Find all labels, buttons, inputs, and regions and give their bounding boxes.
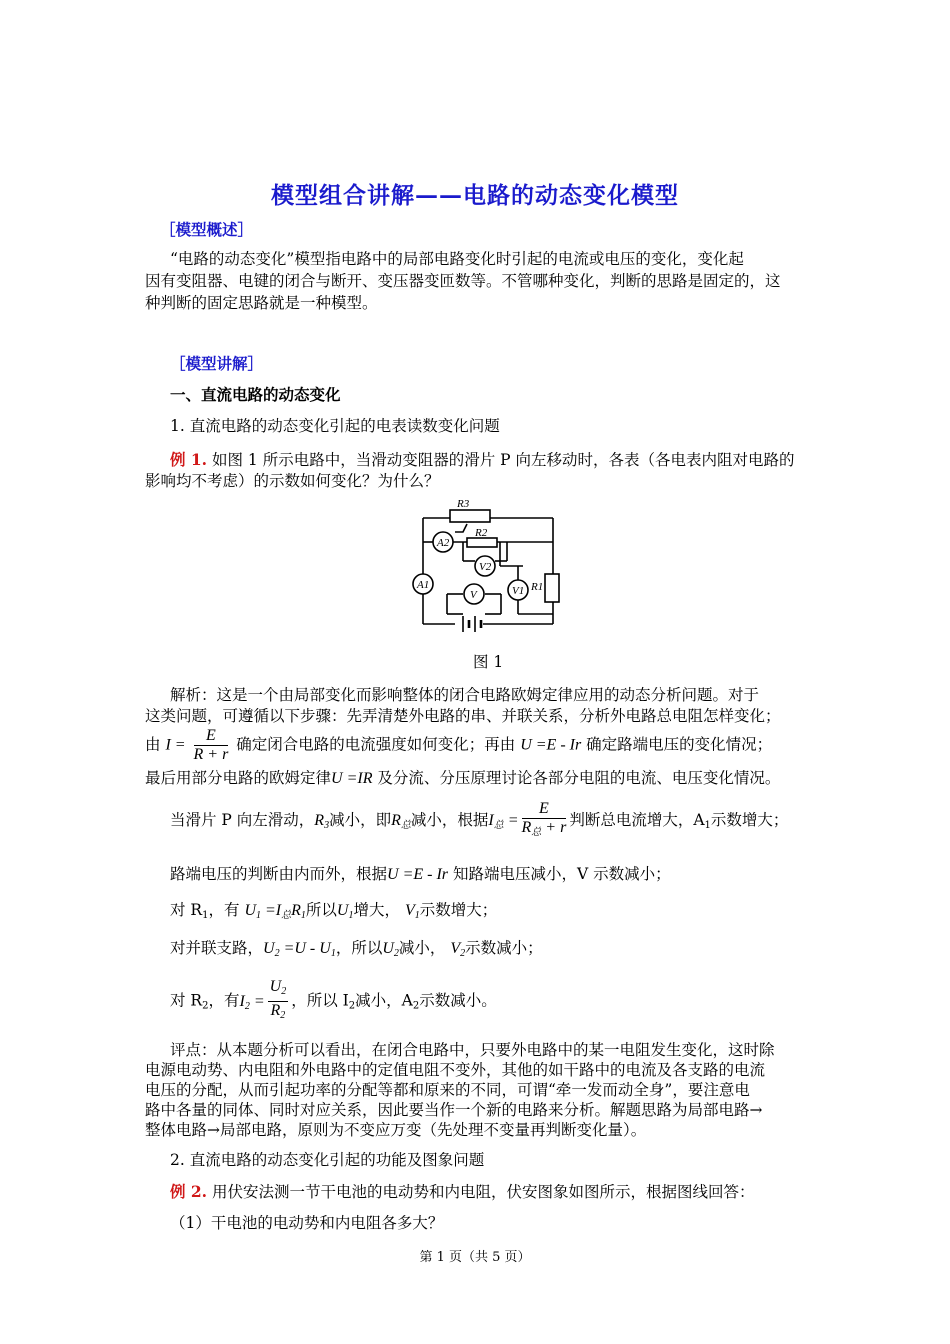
text: 对 R [170,991,203,1010]
label-r1: R1 [531,581,544,593]
example1-label: 例 1. [170,450,208,469]
comment-line: 路中各量的同体、同时对应关系，因此要当作一个新的电路来分析。解题思路为局部电路→ [145,1101,763,1119]
text: 确定路端电压的变化情况； [586,735,773,754]
sub2-heading: 2. 直流电路的动态变化引起的功能及图象问题 [170,1151,485,1169]
step2: 路端电压的判断由内而外，根据U =E - Ir 知路端电压减小，V 示数减小； [170,865,671,883]
circuit-diagram [405,496,565,636]
analysis-line2: 这类问题，可遵循以下步骤：先弄清楚外电路的串、并联关系，分析外电路总电阻怎样变化； [145,707,781,725]
page-title: 模型组合讲解——电路的动态变化模型 [271,182,679,209]
text: 最后用部分电路的欧姆定律 [145,769,332,787]
lecture-heading: ［模型讲解］ [170,354,264,373]
text: ，有 [208,991,240,1010]
label-r2: R2 [475,527,488,539]
text: ，有 [208,901,240,919]
example1-line2: 影响均不考虑）的示数如何变化？为什么？ [145,472,440,490]
text: 知路端电压减小，V 示数减小； [452,865,671,883]
page-footer: 第 1 页（共 5 页） [419,1250,531,1265]
comment-line: 评点：从本题分析可以看出，在闭合电路中，只要外电路中的某一电阻发生变化，这时除 [170,1041,775,1059]
example2 [170,1182,755,1202]
text: 判断总电流增大，A [569,811,705,829]
example2-text: 用伏安法测一节干电池的电动势和内电阻，伏安图象如图所示，根据图线回答： [207,1183,755,1201]
step1: 当滑片 P 向左滑动，$R_3$减小，即$R_总$减小，根据$I_总$ = $\frac{E}{R_总 + r}$ 判断总电流增大，$A_1$示数增大； [170,800,789,838]
text: 减小，A [355,991,413,1010]
text: 路端电压的判断由内而外，根据 [170,865,388,883]
text: 所以 [305,901,337,919]
label-v: V [470,589,477,601]
text: 减小， [398,939,446,957]
overview-line: “电路的动态变化”模型指电路中的局部电路变化时引起的电流或电压的变化，变化起 [170,250,744,268]
overview-heading: ［模型概述］ [160,220,254,239]
text: ，所以 [335,939,383,957]
text: ，所以 I [291,991,349,1010]
text: 对 R [170,901,203,919]
text: 示数减小。 [419,991,497,1010]
label-v2: V2 [479,561,492,573]
analysis-line4: 最后用部分电路的欧姆定律U =IR 及分流、分压原理讨论各部分电阻的电流、电压变化情况。 [145,769,781,787]
step4: 对并联支路，$U_2 =U - U_1$，所以$U_2$减小， $V_2$示数减小； [170,939,543,959]
overview-line: 种判断的固定思路就是一种模型。 [145,294,378,312]
question1: （1）干电池的电动势和内电阻各多大？ [170,1214,444,1232]
text: 确定闭合电路的电流强度如何变化；再由 [236,735,516,754]
text: 当滑片 P 向左滑动， [170,811,315,829]
comment-line: 电压的分配，从而引起功率的分配等都和原来的不同，可谓“牵一发而动全身”，要注意电 [145,1081,750,1099]
step3: 对 $R_1$，有 $U_1 =I_总R_1$所以$U_1$增大， $V_1$示数增大； [170,901,498,921]
part1-heading: 一、直流电路的动态变化 [170,385,341,404]
text: 及分流、分压原理讨论各部分电阻的电流、电压变化情况。 [377,769,781,787]
overview-line: 因有变阻器、电键的闭合与断开、变压器变匝数等。不管哪种变化，判断的思路是固定的，这 [145,272,781,290]
analysis-line3: 由 I = $\frac{E}{R + r}$ 确定闭合电路的电流强度如何变化；再由 U =E - Ir 确定路端电压的变化情况； [145,727,773,763]
analysis-line1: 解析：这是一个由局部变化而影响整体的闭合电路欧姆定律应用的动态分析问题。对于 [170,686,760,704]
sub1-heading: 1. 直流电路的动态变化引起的电表读数变化问题 [170,417,500,435]
text: 由 [145,735,161,754]
figure-caption: 图 1 [473,653,504,671]
text: 示数增大； [419,901,498,919]
comment-line: 电源电动势、内电阻和外电路中的定值电阻不变外，其他的如干路中的电流及各支路的电流 [145,1061,766,1079]
example2-label: 例 2. [170,1182,208,1201]
label-v1: V1 [512,585,525,597]
text: 增大， [353,901,400,919]
example1-text: 如图 1 所示电路中，当滑动变阻器的滑片 P 向左移动时，各表（各电表内阻对电路的 [207,451,795,469]
text: 减小，即 [329,811,392,829]
label-a2: A2 [437,537,450,549]
label-a1: A1 [417,579,430,591]
comment-line: 整体电路→局部电路，原则为不变应万变（先处理不变量再判断变化量）。 [145,1121,647,1139]
text: 对并联支路， [170,939,264,957]
label-r3: R3 [457,498,470,510]
text: 示数增大； [710,811,789,829]
text: 示数减小； [465,939,543,957]
step5: 对 $R_2$，有$I_2$ = $\frac{U_2}{R_2}$ ，所以 $I_2$减小，$A_2$示数减小。 [170,978,497,1021]
example1-line1 [170,450,795,470]
text: 减小，根据 [410,811,489,829]
